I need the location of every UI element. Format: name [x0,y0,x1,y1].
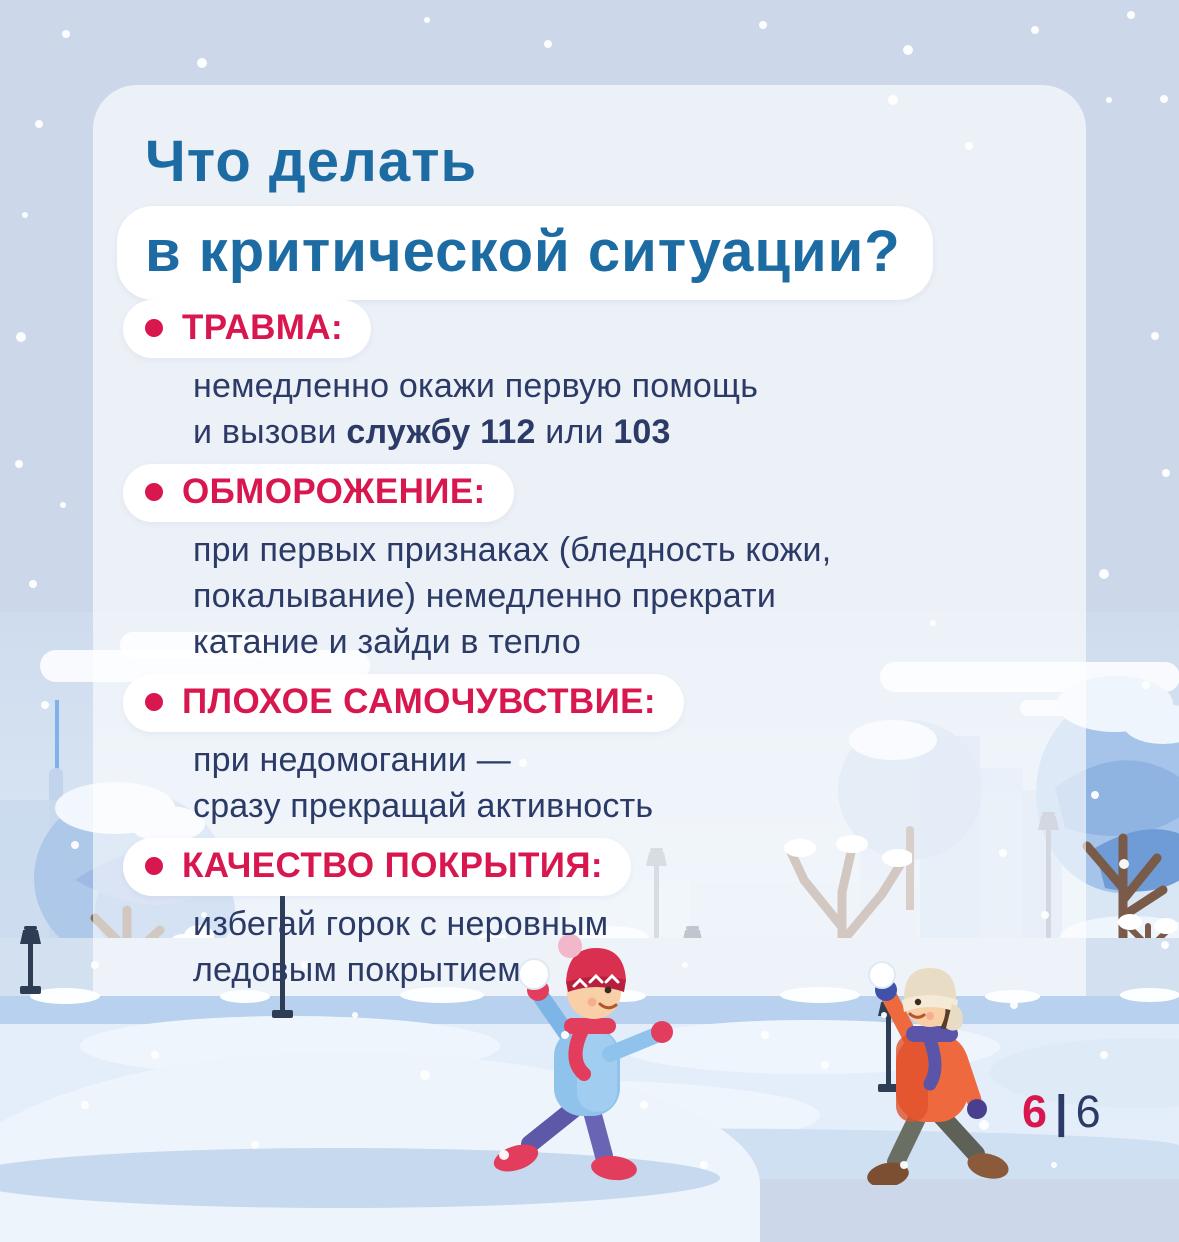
page-number [1022,1086,1103,1138]
page-number-separator: | [1055,1086,1070,1137]
list-item-injury [145,300,1055,455]
emphasis-103: 103 [613,413,671,451]
page-title [145,129,933,300]
body-line: покалывание) немедленно прекрати [193,577,777,615]
body-line: сразу прекращай активность [193,787,654,825]
page-number-current: 6 [1022,1086,1050,1137]
page-number-total: 6 [1075,1086,1103,1137]
body-line: и вызови службу 112 или 103 [193,413,671,451]
emphasis-service-112: службу 112 [346,413,536,451]
item-heading-pill [123,300,371,358]
item-body [193,901,1055,993]
item-heading: КАЧЕСТВО ПОКРЫТИЯ: [182,846,603,885]
item-body [193,527,1055,665]
item-heading: ОБМОРОЖЕНИЕ: [182,472,486,511]
item-heading-pill [123,838,631,896]
item-heading: ТРАВМА: [182,308,344,347]
body-line: при первых признаках (бледность кожи, [193,531,832,569]
item-heading-pill [123,674,684,732]
list-item-feeling-unwell [145,674,1055,829]
list-item-frostbite [145,464,1055,665]
title-line-1: Что делать [145,129,478,194]
bullet-dot-icon [145,693,163,711]
body-line: катание и зайди в тепло [193,623,581,661]
body-line: при недомогании — [193,741,511,779]
item-heading-pill [123,464,514,522]
body-line: немедленно окажи первую помощь [193,367,759,405]
bullet-dot-icon [145,319,163,337]
item-body [193,363,1055,455]
body-line: избегай горок с неровным [193,905,609,943]
title-line-2: в критической ситуации? [145,218,901,284]
advice-list [145,300,1055,993]
item-body [193,737,1055,829]
item-heading: ПЛОХОЕ САМОЧУВСТВИЕ: [182,682,656,721]
list-item-surface-quality [145,838,1055,993]
title-line-2-pill [117,206,933,300]
bullet-dot-icon [145,857,163,875]
body-line: ледовым покрытием [193,951,521,989]
bullet-dot-icon [145,483,163,501]
